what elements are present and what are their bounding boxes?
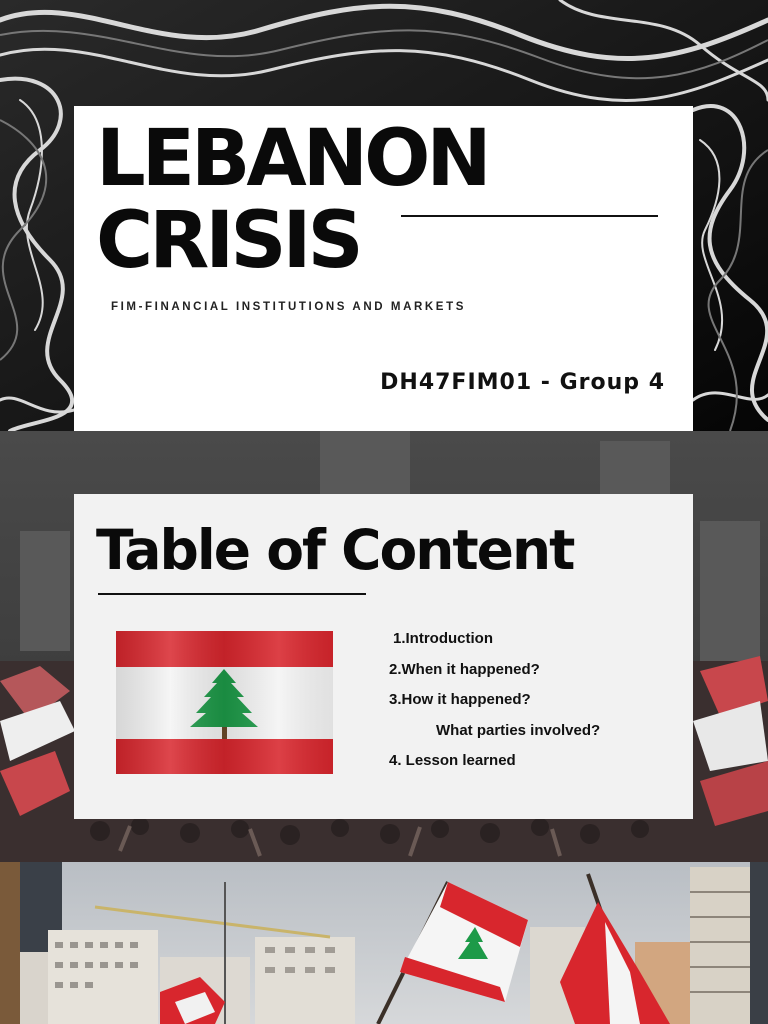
cover-subtitle: FIM-FINANCIAL INSTITUTIONS AND MARKETS <box>111 301 466 313</box>
toc-section <box>0 431 768 862</box>
title-line-2: CRISIS <box>96 196 360 286</box>
toc-card <box>74 494 693 819</box>
toc-divider <box>98 593 366 595</box>
title-divider <box>401 215 658 217</box>
toc-title: Table of Content <box>96 518 574 582</box>
toc-item: 3.How it happened? <box>389 691 531 708</box>
toc-item: What parties involved? <box>436 722 601 739</box>
cover-card <box>74 106 693 431</box>
cover-section <box>0 0 768 431</box>
lebanon-flag-icon <box>116 631 333 774</box>
city-flags-illustration <box>0 862 768 1024</box>
city-flags-photo <box>0 862 768 1024</box>
title-line-1: LEBANON <box>96 114 488 204</box>
toc-item: 2.When it happened? <box>389 661 540 678</box>
toc-item: 4. Lesson learned <box>389 752 516 769</box>
toc-item: 1.Introduction <box>393 630 493 647</box>
course-group-label: DH47FIM01 - Group 4 <box>380 370 665 395</box>
cover-title <box>96 114 488 286</box>
